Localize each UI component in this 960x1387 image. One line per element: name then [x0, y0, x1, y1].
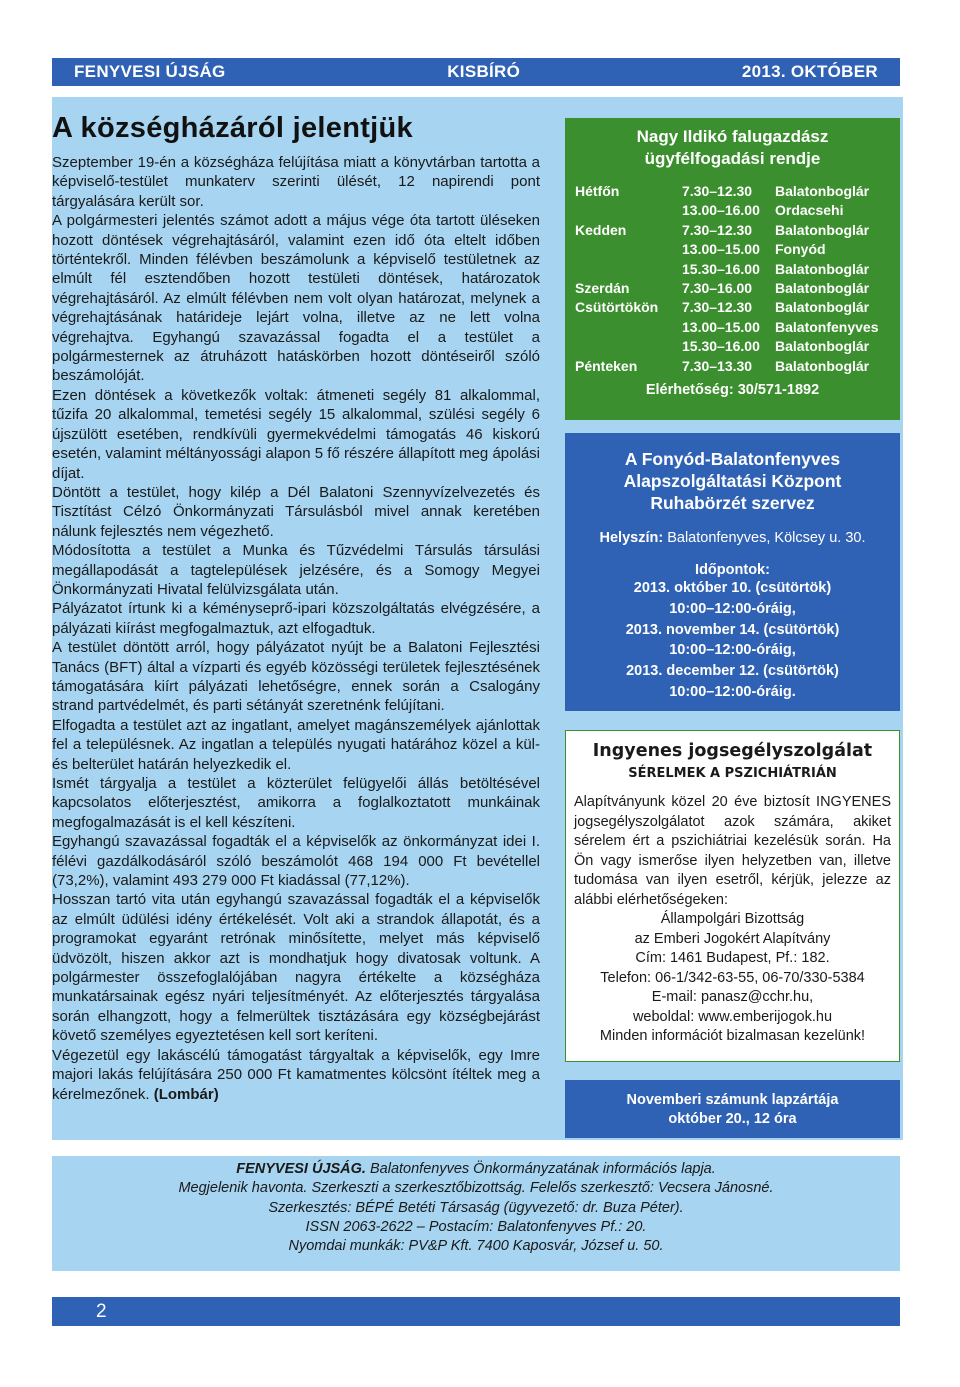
- confidentiality-note: Minden információt bizalmasan kezelünk!: [599, 1028, 866, 1044]
- imprint: [52, 1156, 900, 1271]
- article-paragraph: Ismét tárgyalja a testület a közterület felügyelői állás betöltésével kapcsolatos előterjesztést, amikorra a foglalkoztatott munkáinak megfogalmazását is el kell készíteni.: [52, 775, 540, 831]
- article-paragraph: Döntött a testület, hogy kilép a Dél Balatoni Szennyvízelvezetés és Tisztítást Célzó Önkormányzati Társulásból mivel annak keretében nálunk fejlesztés nem végezhető.: [52, 483, 540, 540]
- section-name: KISBÍRÓ: [447, 62, 521, 81]
- time-line: 10:00–12:00-óráig,: [669, 642, 796, 659]
- legal-aid-subtitle: SÉRELMEK A PSZICHIÁTRIÁN: [628, 766, 837, 781]
- schedule-title-line: ügyfélfogadási rendje: [644, 149, 821, 168]
- imprint-line: Nyomdai munkák: PV&P Kft. 7400 Kaposvár, József u. 50.: [288, 1238, 664, 1255]
- schedule-box: [565, 118, 900, 420]
- schedule-contact: Elérhetőség: 30/571-1892: [645, 382, 820, 398]
- article-paragraph: A polgármesteri jelentés számot adott a május vége óta tartott üléseken hozott döntések végrehajtásáról, valamint ezen idő óta eltelt időben történtekről. Minden félévben beszámolunk a képviselő testületnek az elmúlt fél esztendőben hozott testületi döntések, határozatok végrehajtásáról. Az elmúlt félévben nem volt olyan határozat, melynek a végrehajtásának határideje lejárt volna, illetve az ne lett volna végrehajtva. Egyhangú szavazással fogadta el a testület a polgármesternek az átruházott hatáskörben hozott döntéseiről szóló beszámolóját.: [52, 212, 540, 385]
- schedule-day: Kedden: [575, 221, 627, 238]
- address-line: Cím: 1461 Budapest, Pf.: 182.: [635, 950, 830, 966]
- clothing-title-line: Ruhabörzét szervez: [650, 493, 815, 513]
- location-value: Balatonfenyves, Kölcsey u. 30.: [667, 530, 866, 546]
- article-paragraph: Szeptember 19-én a községháza felújítása miatt a könyvtárban tartotta a képviselő-testület munkaterv szerinti ülését, 12 napirendi pont tárgyalására került sor.: [52, 154, 540, 210]
- schedule-title: [565, 126, 900, 170]
- schedule-time: 15.30–16.00: [682, 260, 760, 277]
- schedule-place: Balatonboglár: [775, 357, 870, 374]
- schedule-place: Balatonboglár: [775, 260, 870, 277]
- schedule-title-line: Nagy Ildikó falugazdász: [636, 127, 829, 146]
- deadline-box: [565, 1080, 900, 1138]
- author-signature: (Lombár): [153, 1085, 219, 1103]
- schedule-time: 7.30–12.30: [682, 299, 753, 316]
- imprint-line: ISSN 2063-2622 – Postacím: Balatonfenyves Pf.: 20.: [305, 1218, 647, 1235]
- schedule-row: [575, 240, 895, 259]
- address-line: Telefon: 06-1/342-63-55, 06-70/330-5384: [600, 969, 865, 986]
- schedule-row: [575, 260, 895, 279]
- article-paragraph: Elfogadta a testület azt az ingatlant, amelyet magánszemélyek ajánlottak fel a településnek. Az ingatlan a település nyugati határához közel a kül- és belterület határán helyezkedik el.: [52, 716, 540, 773]
- email-line: E-mail: panasz@cchr.hu,: [651, 989, 814, 1005]
- page-number: 2: [96, 1301, 107, 1322]
- schedule-time: 7.30–12.30: [682, 221, 753, 238]
- schedule-day: Csütörtökön: [575, 299, 659, 316]
- article-paragraph-text: Végezetül egy lakáscélú támogatást tárgyaltak a képviselők, egy Imre majori lakás felújítására 250 000 Ft kamatmentes kölcsönt ítéltek meg a kérelmezőnek.: [52, 1046, 540, 1103]
- schedule-row: [575, 357, 895, 376]
- time-line: 2013. november 14. (csütörtök): [625, 621, 840, 638]
- schedule-place: Ordacsehi: [775, 202, 844, 219]
- time-line: 2013. december 12. (csütörtök): [626, 663, 839, 680]
- imprint-paper-name: FENYVESI ÚJSÁG.: [236, 1161, 366, 1177]
- clothing-title-line: Alapszolgáltatási Központ: [623, 471, 842, 491]
- schedule-day: Pénteken: [575, 357, 638, 374]
- article-title: A községházáról jelentjük: [52, 112, 413, 144]
- schedule-place: Balatonboglár: [775, 279, 870, 296]
- time-line: 2013. október 10. (csütörtök): [633, 580, 832, 596]
- address-line: Állampolgári Bizottság: [660, 911, 805, 927]
- website-line: weboldal: www.emberijogok.hu: [632, 1008, 833, 1025]
- schedule-row: [575, 318, 895, 337]
- schedule-row: [575, 298, 895, 317]
- time-line: 10:00–12:00-óráig.: [669, 683, 796, 700]
- article-paragraph: A testület döntött arról, hogy pályázatot nyújt be a Balatoni Fejlesztési Tanács (BFT) által a vízparti és egyéb közösségi területek fejlesztésének támogatására kiírt pályázati lehetőségre, ennek során a Csalogány strand partvédelmét, és parti sétányát szeretnénk felújítani.: [52, 639, 540, 715]
- schedule-row: [575, 201, 895, 220]
- schedule-day: Szerdán: [575, 279, 630, 296]
- clothing-swap-title: [565, 448, 900, 514]
- imprint-description: Balatonfenyves Önkormányzatának információs lapja.: [370, 1161, 716, 1177]
- schedule-row: [575, 279, 895, 298]
- imprint-line: [52, 1160, 900, 1179]
- schedule-table: [575, 182, 895, 376]
- schedule-place: Balatonboglár: [775, 221, 870, 238]
- schedule-time: 13.00–15.00: [682, 318, 760, 335]
- schedule-place: Balatonboglár: [775, 183, 870, 199]
- schedule-place: Fonyód: [775, 241, 826, 258]
- article-paragraph: Hosszan tartó vita után egyhangú szavazással fogadták el a képviselők az elmúlt üdülési idény értékelését. Volt aki a strandok állapotát, és a programokat egyaránt retrónak minősítette, melyet más képviselő üdvözölt, hiszen akkor azt is mondhatjuk hogy divatosak voltunk. A polgármester összefoglalójában nagyra értékelte a községháza munkatársainak egész nyári teljesítményét. Az előterjesztés tárgyalása során elhangzott, hogy a felmerültek tisztázására egy községbejárást követő személyes egyeztetésen kell sort keríteni.: [52, 891, 540, 1045]
- imprint-line: Megjelenik havonta. Szerkeszti a szerkesztőbizottság. Felelős szerkesztő: Vecsera Jánosné.: [178, 1180, 774, 1197]
- time-line: 10:00–12:00-óráig,: [669, 600, 796, 617]
- page-footer: [52, 1297, 900, 1326]
- imprint-line: Szerkesztés: BÉPÉ Betéti Társaság (ügyvezető: dr. Buza Péter).: [268, 1199, 684, 1216]
- legal-aid-body: Alapítványunk közel 20 éve biztosít INGYENES jogsegélyszolgálatot azok számára, akiket sérelem ért a pszichiátriai kezelésük során. Ha Ön vagy ismerőse ilyen helyzetben van, illetve tudomása van ilyen esetről, kérjük, jelezze az alábbi elérhetőségeken:: [574, 794, 891, 908]
- article-paragraph: Pályázatot írtunk ki a kéményseprő-ipari közszolgáltatás elvégzésére, a pályázati kiírást megfogalmaztuk, azt elfogadtuk.: [52, 600, 540, 637]
- schedule-time: 7.30–13.30: [682, 357, 753, 374]
- schedule-day: Hétfőn: [575, 183, 620, 199]
- schedule-row: [575, 182, 895, 201]
- schedule-time: 13.00–15.00: [682, 241, 760, 258]
- schedule-time: 13.00–16.00: [682, 202, 760, 219]
- issue-date: 2013. OKTÓBER: [741, 62, 878, 81]
- schedule-row: [575, 337, 895, 356]
- schedule-place: Balatonfenyves: [775, 318, 879, 335]
- schedule-row: [575, 221, 895, 240]
- schedule-place: Balatonboglár: [775, 338, 870, 355]
- article-paragraph-last: [52, 1046, 540, 1104]
- deadline-line: október 20., 12 óra: [668, 1110, 797, 1127]
- schedule-time: 7.30–16.00: [682, 279, 753, 296]
- deadline-line: Novemberi számunk lapzártája: [626, 1092, 839, 1108]
- clothing-location: [565, 530, 900, 546]
- schedule-time: 7.30–12.30: [682, 183, 753, 199]
- legal-aid-title: Ingyenes jogsegélyszolgálat: [592, 741, 873, 761]
- page-header: [52, 58, 900, 86]
- schedule-time: 15.30–16.00: [682, 338, 760, 355]
- schedule-place: Balatonboglár: [775, 299, 870, 316]
- times-label: Időpontok:: [695, 562, 770, 578]
- clothing-title-line: A Fonyód-Balatonfenyves: [624, 449, 841, 469]
- location-label: Helyszín:: [599, 530, 664, 546]
- article: [52, 112, 540, 1104]
- article-paragraph: Módosította a testület a Munka és Tűzvédelmi Társulás társulási megállapodását a tagtelepülések jelzésére, és a Somogy Megyei Önkormányzati Hivatal felülvizsgálata után.: [52, 542, 540, 598]
- newspaper-name: FENYVESI ÚJSÁG: [74, 62, 226, 81]
- legal-aid-address: [566, 910, 899, 1027]
- address-line: az Emberi Jogokért Alapítvány: [634, 930, 831, 947]
- clothing-swap-box: [565, 433, 900, 711]
- legal-aid-box: [565, 730, 900, 1062]
- article-paragraph: Ezen döntések a következők voltak: átmeneti segély 81 alkalommal, tűzifa 20 alkalommal, temetési segély 15 alkalommal, szülési segély 6 újszülött esetében, rendkívüli gyermekvédelmi támogatás 46 kiskorú esetén, valamint méltányossági alapon 5 fő részére állapított meg ápolási díjat.: [52, 386, 540, 482]
- article-paragraph: Egyhangú szavazással fogadták el a képviselők az önkormányzat idei I. félévi gazdálkodásáról szóló beszámolót 468 194 000 Ft bevétellel (73,2%), valamint 493 279 000 Ft kiadással (77,12%).: [52, 833, 540, 890]
